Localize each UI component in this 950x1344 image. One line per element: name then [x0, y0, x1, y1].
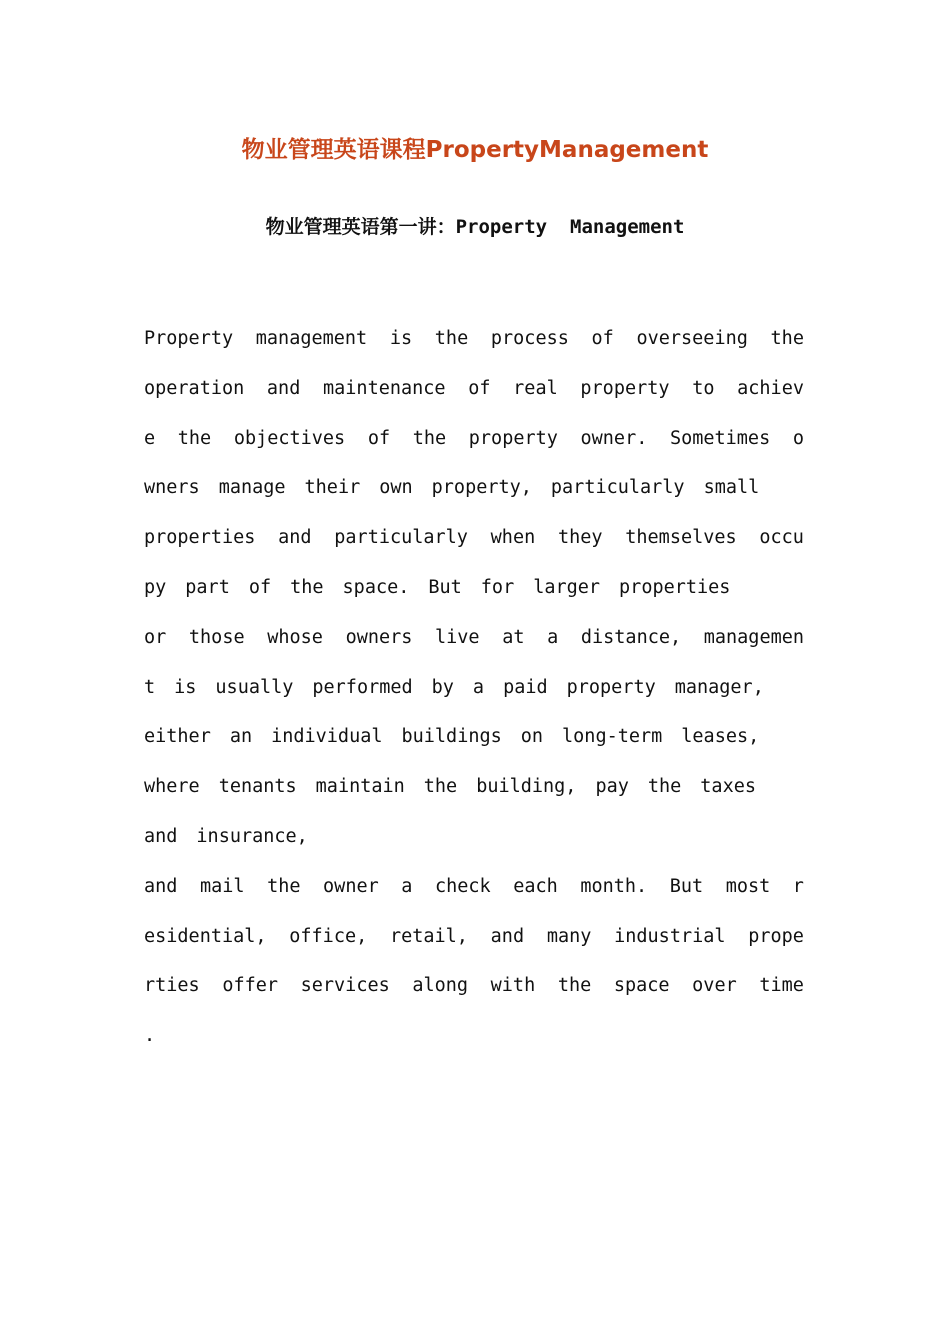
body-word: process — [490, 328, 569, 349]
body-word: check — [434, 875, 491, 897]
body-word: and — [266, 377, 301, 399]
body-word: the — [434, 328, 469, 349]
body-word: and — [278, 527, 312, 549]
body-word: a — [547, 626, 559, 648]
body-word: prope — [748, 925, 804, 947]
body-word: of — [248, 576, 272, 598]
body-word: performed — [312, 676, 413, 698]
body-line — [144, 424, 804, 474]
body-word: time — [759, 975, 804, 997]
body-line — [144, 722, 804, 772]
body-line — [144, 1021, 804, 1071]
body-word: distance, — [580, 626, 682, 648]
body-word: office, — [289, 925, 368, 947]
body-word: services — [300, 975, 390, 997]
body-word: space — [613, 975, 670, 997]
lecture-heading: 物业管理英语第一讲：Property Management — [265, 216, 685, 238]
body-word: usually — [215, 676, 294, 698]
body-word: taxes — [700, 776, 756, 798]
body-word: e — [144, 427, 156, 449]
body-word: of — [468, 377, 491, 399]
body-word: a — [472, 676, 485, 698]
body-word: offer — [222, 975, 279, 997]
body-word: occu — [759, 527, 804, 549]
body-word: and — [144, 875, 178, 897]
body-word: operation — [144, 377, 245, 399]
body-word: objectives — [233, 427, 346, 449]
body-word: the — [647, 776, 682, 798]
body-word: is — [174, 676, 197, 698]
body-word: real — [513, 377, 558, 399]
body-word: small — [703, 477, 760, 499]
body-word: most — [725, 875, 771, 897]
body-word: and — [490, 925, 525, 947]
body-word: property — [468, 427, 558, 449]
body-word: of — [367, 427, 391, 449]
body-word: pay — [595, 776, 629, 798]
body-word: manage — [218, 477, 286, 499]
body-word: owner. — [580, 427, 648, 449]
body-word: the — [267, 875, 301, 897]
body-word: an — [229, 726, 253, 748]
body-word: Property — [144, 328, 234, 349]
body-word: where — [144, 776, 200, 798]
body-word: over — [692, 975, 737, 997]
document-title: 物业管理英语课程PropertyManagement — [241, 137, 709, 163]
body-word: own — [379, 477, 413, 499]
body-line — [144, 473, 804, 523]
body-word: either — [144, 726, 211, 748]
body-line — [144, 623, 804, 673]
body-line — [144, 523, 804, 573]
body-word: t — [144, 676, 156, 698]
body-word: building, — [476, 776, 577, 798]
body-word: owner — [323, 875, 379, 897]
body-word: property, — [431, 477, 532, 499]
body-word: tenants — [218, 776, 297, 798]
body-word: insurance, — [196, 825, 308, 847]
body-word: manager, — [674, 676, 764, 698]
body-word: the — [290, 576, 324, 598]
body-word: space. — [342, 576, 410, 598]
body-word: maintain — [315, 776, 405, 798]
body-word: wners — [144, 477, 200, 499]
body-word: leases, — [681, 726, 760, 748]
body-line — [144, 872, 804, 922]
body-word: o — [792, 427, 804, 449]
body-word: mail — [199, 875, 245, 897]
body-word: properties — [619, 576, 731, 598]
body-word: is — [389, 328, 413, 349]
body-line — [144, 673, 804, 723]
body-word: along — [412, 975, 469, 997]
body-word: particularly — [550, 477, 685, 499]
body-word: particularly — [334, 527, 468, 549]
body-word: their — [304, 477, 361, 499]
body-line — [144, 772, 804, 822]
body-line — [144, 922, 804, 972]
body-word: the — [557, 975, 592, 997]
body-word: live — [435, 626, 480, 648]
body-word: retail, — [389, 925, 468, 947]
body-word: of — [591, 328, 614, 349]
body-word: and — [144, 825, 178, 847]
body-word: each — [513, 875, 558, 897]
body-word: overseeing — [636, 328, 748, 349]
body-word: month. — [580, 875, 648, 897]
body-word: when — [490, 527, 536, 549]
body-word: whose — [267, 626, 323, 648]
body-word: But — [428, 576, 462, 598]
body-word: maintenance — [323, 377, 446, 399]
body-word: properties — [144, 527, 256, 549]
body-line — [144, 324, 804, 374]
body-word: management — [255, 328, 368, 349]
body-word: achiev — [737, 377, 804, 399]
body-word: with — [490, 975, 536, 997]
body-word: property — [580, 377, 670, 399]
body-word: industrial — [614, 925, 726, 947]
body-word: py — [144, 576, 167, 598]
body-word: many — [546, 925, 592, 947]
body-word: or — [144, 626, 167, 648]
body-line — [144, 822, 804, 872]
body-word: on — [520, 726, 544, 748]
body-word: owners — [345, 626, 413, 648]
body-line — [144, 971, 804, 1021]
body-word: r — [792, 875, 804, 897]
body-word: esidential, — [144, 925, 267, 947]
body-word: . — [144, 1025, 156, 1047]
body-word: to — [692, 377, 715, 399]
body-word: those — [188, 626, 245, 648]
body-word: by — [431, 676, 454, 698]
body-paragraph — [144, 324, 804, 1071]
body-word: the — [423, 776, 458, 798]
body-word: the — [177, 427, 212, 449]
body-word: the — [770, 328, 804, 349]
body-word: managemen — [703, 626, 804, 648]
body-word: But — [669, 875, 704, 897]
body-word: Sometimes — [669, 427, 771, 449]
body-word: paid — [503, 676, 548, 698]
body-line — [144, 573, 804, 623]
body-word: larger — [533, 576, 601, 598]
body-word: part — [185, 576, 230, 598]
body-line — [144, 374, 804, 424]
body-word: at — [502, 626, 525, 648]
body-word: rties — [144, 975, 200, 997]
body-word: long-term — [562, 726, 663, 748]
body-word: for — [480, 576, 515, 598]
body-word: the — [412, 427, 447, 449]
body-word: individual — [271, 726, 383, 748]
body-word: themselves — [625, 527, 737, 549]
body-word: they — [557, 527, 603, 549]
body-word: a — [401, 875, 413, 897]
body-word: property — [566, 676, 656, 698]
body-word: buildings — [401, 726, 502, 748]
